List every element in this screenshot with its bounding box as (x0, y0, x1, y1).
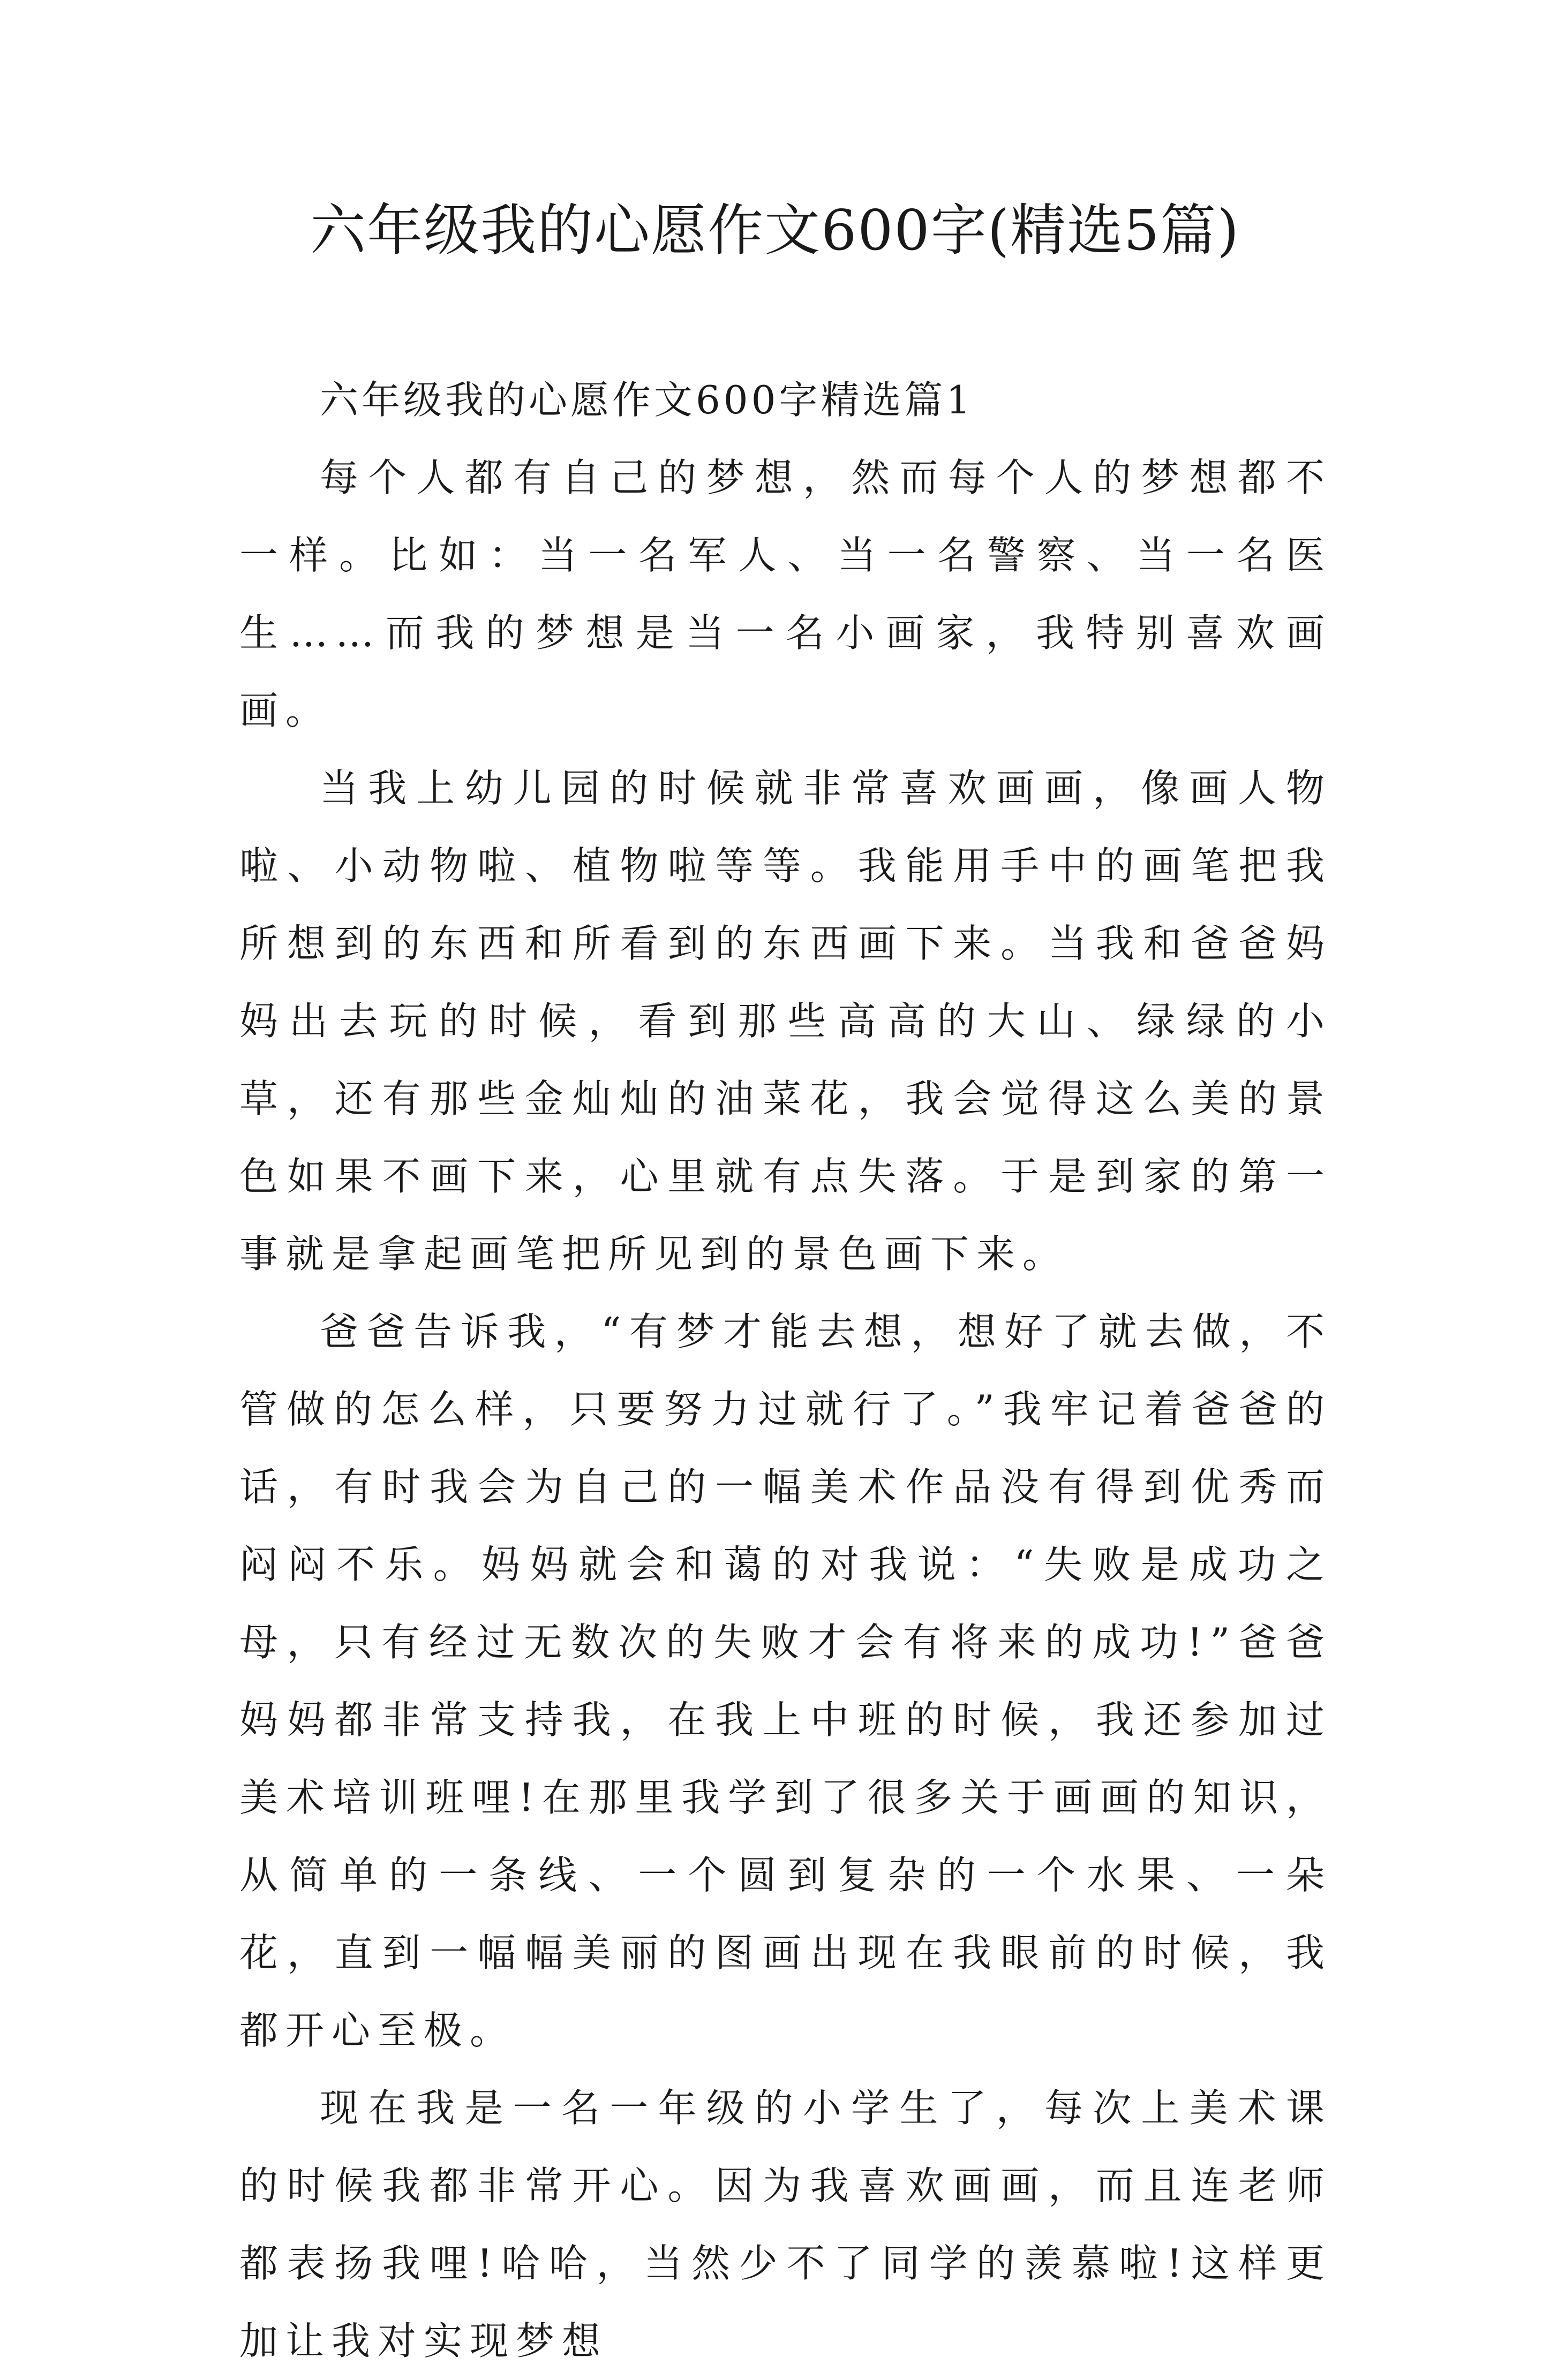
paragraph-3: 爸爸告诉我，“有梦才能去想，想好了就去做，不管做的怎么样，只要努力过就行了。”我牢记着爸爸的话，有时我会为自己的一幅美术作品没有得到优秀而闷闷不乐。妈妈就会和蔼的对我说：“失败是成功之母，只有经过无数次的失败才会有将来的成功!”爸爸妈妈都非常支持我，在我上中班的时候，我还参加过美术培训班哩!在那里我学到了很多关于画画的知识，从简单的一条线、一个圆到复杂的一个水果、一朵花，直到一幅幅美丽的图画出现在我眼前的时候，我都开心至极。 (239, 1309, 1332, 2053)
paragraph-1: 每个人都有自己的梦想，然而每个人的梦想都不一样。比如：当一名军人、当一名警察、当一名医生……而我的梦想是当一名小画家，我特别喜欢画画。 (239, 455, 1332, 733)
paragraph-2: 当我上幼儿园的时候就非常喜欢画画，像画人物啦、小动物啦、植物啦等等。我能用手中的画笔把我所想到的东西和所看到的东西画下来。当我和爸爸妈妈出去玩的时候，看到那些高高的大山、绿绿的小草，还有那些金灿灿的油菜花，我会觉得这么美的景色如果不画下来，心里就有点失落。于是到家的第一事就是拿起画笔把所见到的景色画下来。 (239, 766, 1332, 1276)
section-heading: 六年级我的心愿作文600字精选篇1 (320, 377, 974, 422)
document-body (239, 361, 1332, 2380)
document-title: 六年级我的心愿作文600字(精选5篇) (310, 198, 1240, 263)
paragraph-4: 现在我是一名一年级的小学生了，每次上美术课的时候我都非常开心。因为我喜欢画画，而且连老师都表扬我哩!哈哈，当然少不了同学的羡慕啦!这样更加让我对实现梦想 (239, 2086, 1332, 2363)
